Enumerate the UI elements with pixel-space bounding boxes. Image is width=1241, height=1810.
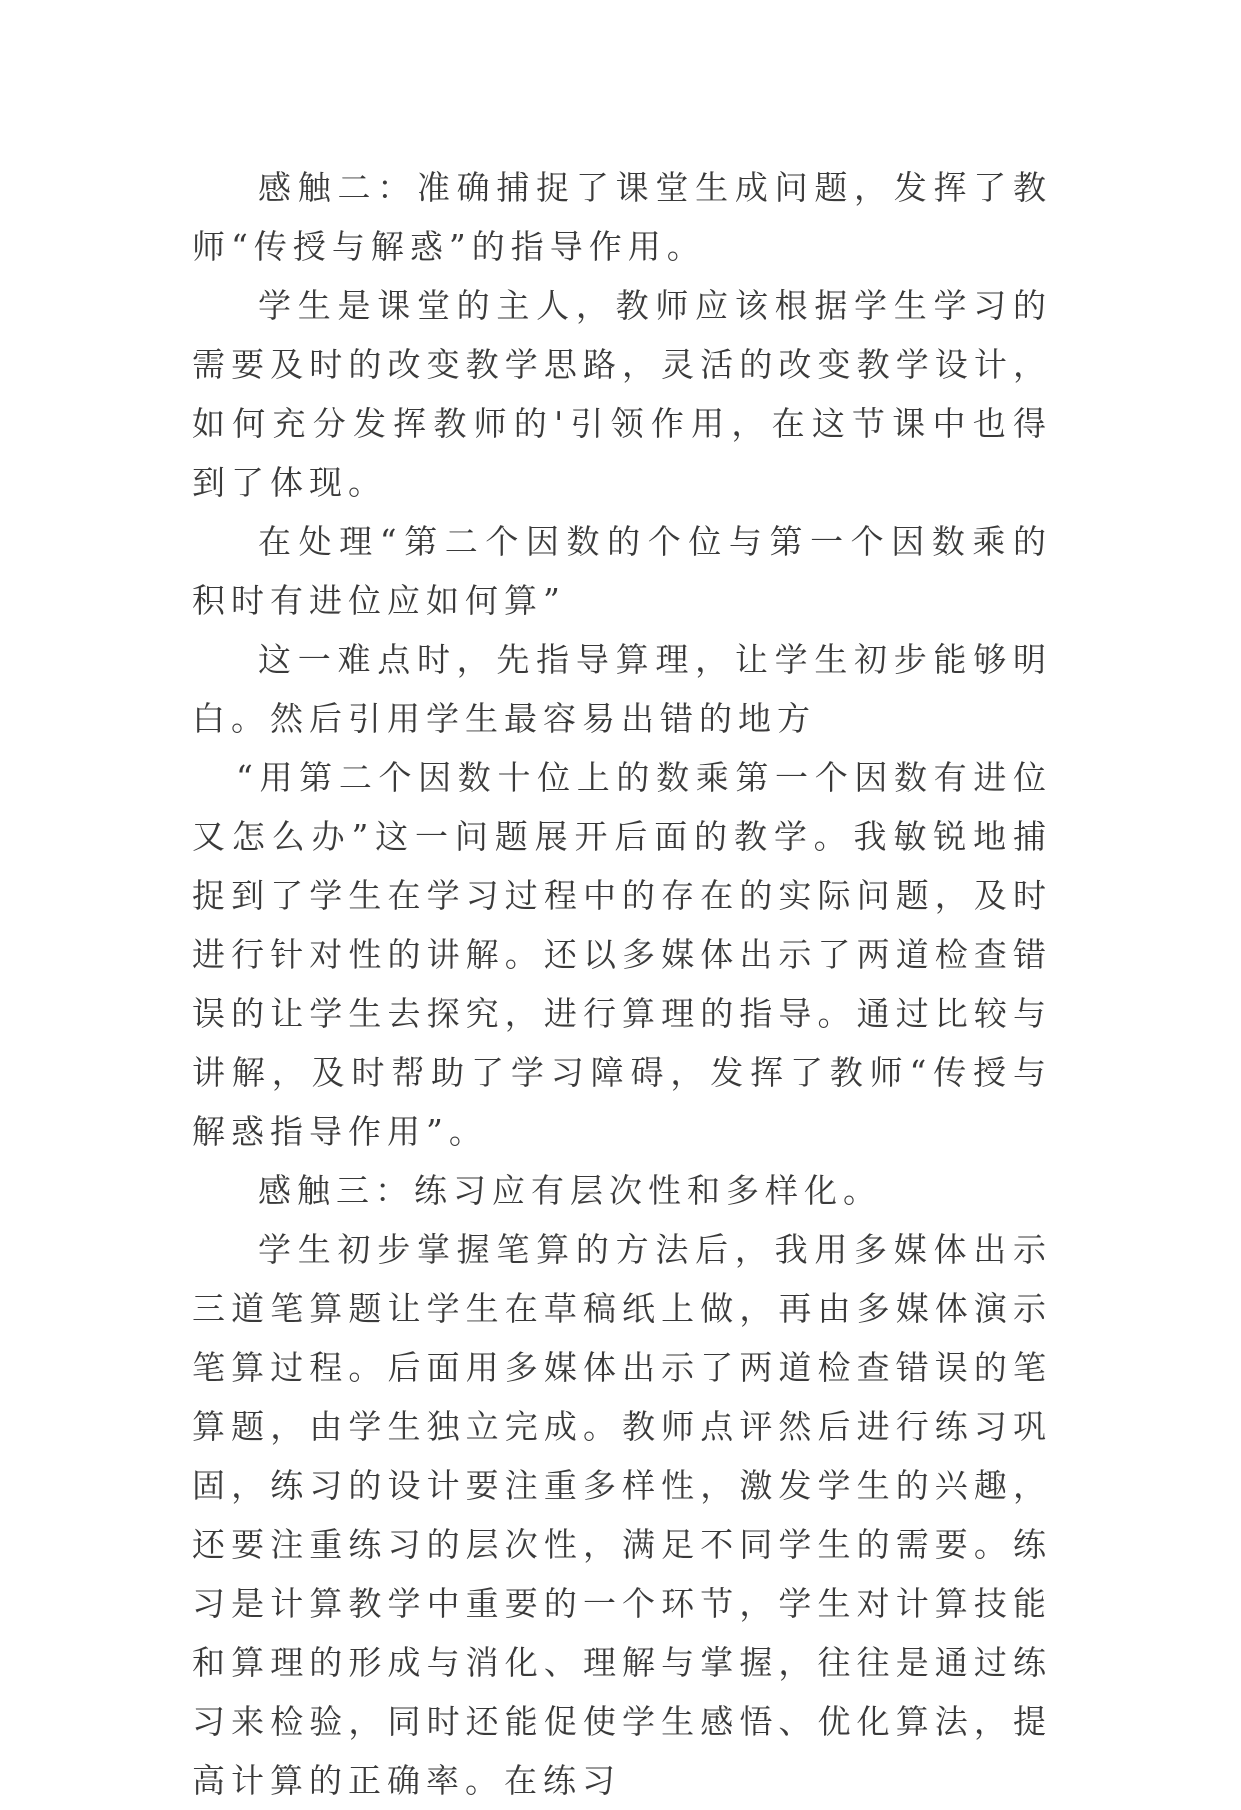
paragraph: “用第二个因数十位上的数乘第一个因数有进位又怎么办”这一问题展开后面的教学。我敏锐地捕捉到了学生在学习过程中的存在的实际问题，及时进行针对性的讲解。还以多媒体出示了两道检查错误的让学生去探究，进行算理的指导。通过比较与讲解，及时帮助了学习障碍，发挥了教师“传授与解惑指导作用”。: [192, 758, 1052, 1151]
paragraph: 这一难点时，先指导算理，让学生初步能够明白。然后引用学生最容易出错的地方: [192, 640, 1052, 738]
paragraph: 学生初步掌握笔算的方法后，我用多媒体出示三道笔算题让学生在草稿纸上做，再由多媒体演示笔算过程。后面用多媒体出示了两道检查错误的笔算题，由学生独立完成。教师点评然后进行练习巩固，练习的设计要注重多样性，激发学生的兴趣，还要注重练习的层次性，满足不同学生的需要。练习是计算教学中重要的一个环节，学生对计算技能和算理的形成与消化、理解与掌握，往往是通过练习来检验，同时还能促使学生感悟、优化算法，提高计算的正确率。在练习: [192, 1230, 1052, 1800]
paragraph: 学生是课堂的主人，教师应该根据学生学习的需要及时的改变教学思路，灵活的改变教学设计，如何充分发挥教师的'引领作用，在这节课中也得到了体现。: [192, 286, 1052, 502]
document-body: [192, 158, 1052, 1810]
paragraph: 在处理“第二个因数的个位与第一个因数乘的积时有进位应如何算”: [192, 522, 1052, 620]
paragraph-heading-2: 感触二：准确捕捉了课堂生成问题，发挥了教师“传授与解惑”的指导作用。: [192, 168, 1052, 266]
paragraph-heading-3: 感触三：练习应有层次性和多样化。: [258, 1171, 882, 1210]
